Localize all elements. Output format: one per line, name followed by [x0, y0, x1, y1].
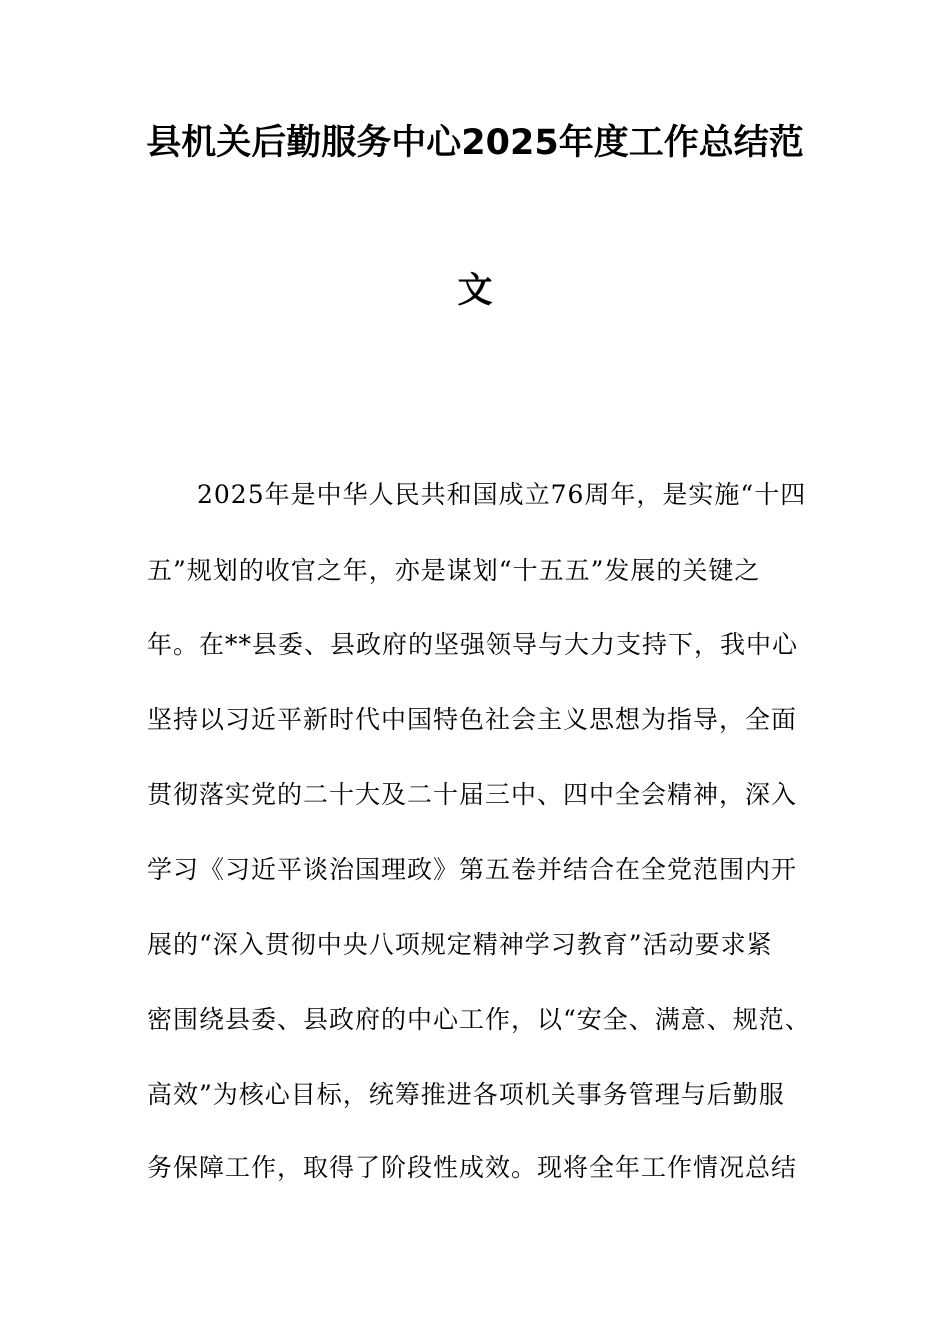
body-paragraph-line: 学习《习近平谈治国理政》第五卷并结合在全党范围内开 — [147, 855, 798, 884]
body-paragraph-line: 务保障工作，取得了阶段性成效。现将全年工作情况总结 — [147, 1153, 798, 1182]
body-paragraph-line: 展的“深入贯彻中央八项规定精神学习教育”活动要求紧 — [147, 930, 773, 959]
body-paragraph-line: 2025年是中华人民共和国成立76周年，是实施“十四 — [197, 480, 807, 509]
body-paragraph-line: 坚持以习近平新时代中国特色社会主义思想为指导，全面 — [147, 705, 798, 734]
document-title-line-2: 文 — [457, 271, 493, 311]
body-paragraph-line: 年。在**县委、县政府的坚强领导与大力支持下，我中心 — [147, 630, 799, 659]
document-title-line-1: 县机关后勤服务中心2025年度工作总结范 — [146, 123, 804, 163]
body-paragraph-line: 五”规划的收官之年，亦是谋划“十五五”发展的关键之 — [147, 556, 761, 585]
body-paragraph-line: 密围绕县委、县政府的中心工作，以“安全、满意、规范、 — [147, 1005, 811, 1034]
body-paragraph-line: 高效”为核心目标，统筹推进各项机关事务管理与后勤服 — [147, 1080, 785, 1109]
body-paragraph-line: 贯彻落实党的二十大及二十届三中、四中全会精神，深入 — [147, 780, 798, 809]
